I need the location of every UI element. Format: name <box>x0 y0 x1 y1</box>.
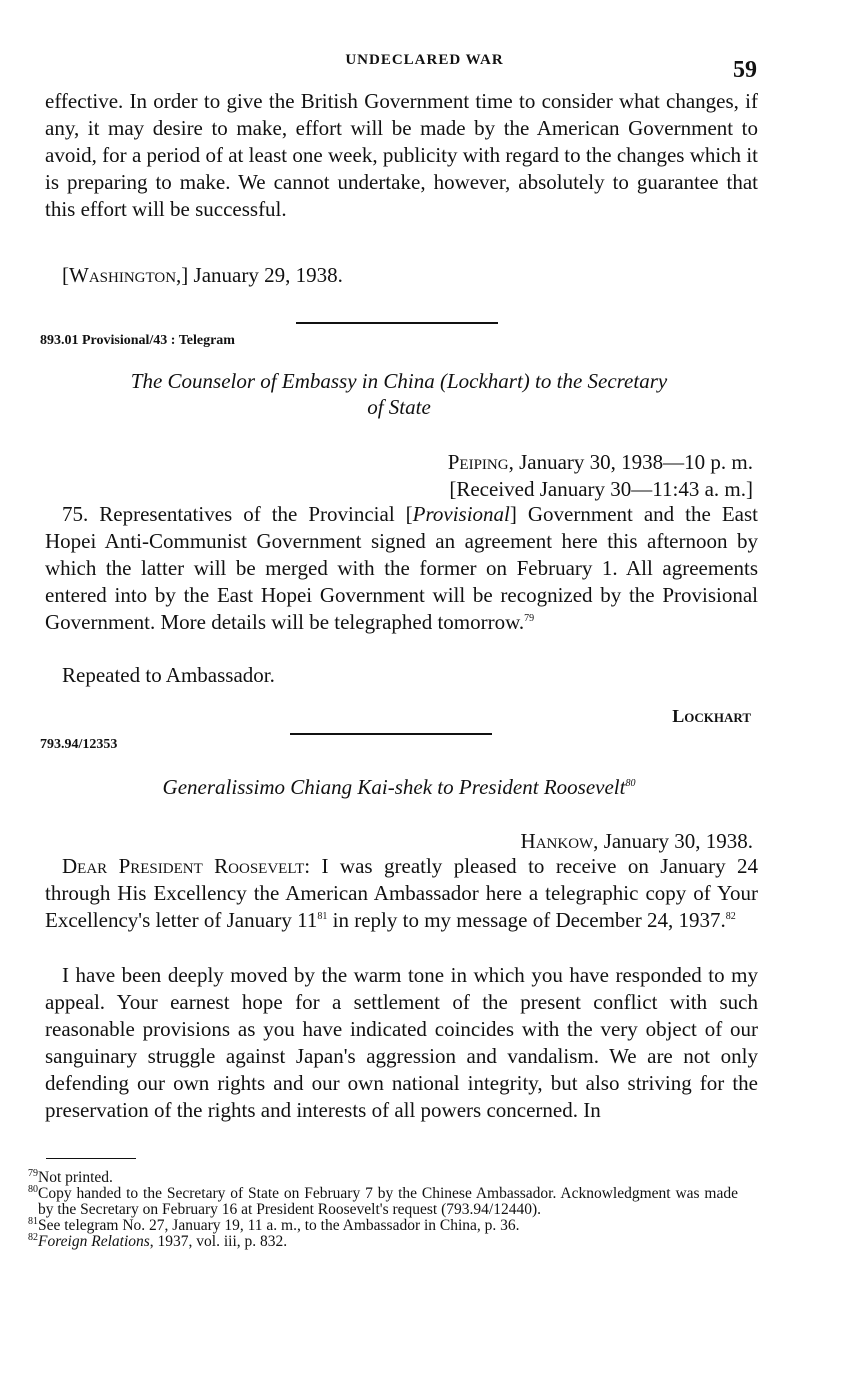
footnote: $^{81}$See telegram No. 27, January 19, 11 a. m., to the Ambassador in China, p. 36. <box>28 1215 520 1234</box>
signature: Lockhart <box>672 706 751 726</box>
footnote-ref: 79 <box>524 613 535 624</box>
footnote-ref: 80 <box>625 778 636 789</box>
footnote-divider <box>46 1158 136 1159</box>
section-divider <box>290 733 492 735</box>
file-reference: 893.01 Provisional/43 : Telegram <box>40 333 235 348</box>
continued-paragraph: effective. In order to give the British Government time to consider what changes, if any, it may desire to make, effort will be made by the American Government to avoid, for a period of at least one week, publicity with regard to the changes which it is preparing to make. We cannot undertake, however, absolutely to guarantee that this effort will be successful. <box>45 89 758 221</box>
dateline-place: Washington, <box>69 263 182 287</box>
received-note: [Received January 30—11:43 a. m.] <box>449 477 753 501</box>
dateline-washington: [Washington,] January 29, 1938. <box>62 263 343 287</box>
salutation: Dear President Roosevelt <box>62 854 305 878</box>
running-header: UNDECLARED WAR <box>345 52 504 68</box>
section-divider <box>296 322 498 324</box>
dateline: Hankow, January 30, 1938. <box>520 829 753 853</box>
page-number: 59 <box>733 57 757 83</box>
dateline-place: Peiping, <box>447 450 514 474</box>
footnote-ref: 81 <box>317 911 328 922</box>
footnote: $^{82}$Foreign Relations, 1937, vol. iii, p. 832. <box>28 1231 288 1250</box>
footnote: $^{79}$Not printed. <box>28 1167 113 1186</box>
footnotes <box>28 1167 738 1250</box>
dateline: Peiping, January 30, 1938—10 p. m. [Received January 30—11:43 a. m.] <box>447 450 753 501</box>
letter-paragraph-2: I have been deeply moved by the warm tone in which you have responded to my appeal. Your earnest hope for a settlement of the present conflict with such reasonable provisions as you have indicated coincides with the very object of our sanguinary struggle against Japan's aggression and vandalism. We are not only defending our own rights and our own national integrity, but also striving for the preservation of the rights and interests of all powers concerned. In <box>45 963 758 1122</box>
footnote-ref: 82 <box>725 911 736 922</box>
letter-paragraph-1: Dear President Roosevelt: I was greatly pleased to receive on January 24 through His Excellency the American Ambassador here a telegraphic copy of Your Excellency's letter of January $11^{81}$ in reply to my message of December 24, 1937.82 <box>45 854 758 932</box>
repeated-note: Repeated to Ambassador. <box>62 663 275 687</box>
footnote: $^{80}$Copy handed to the Secretary of State on February 7 by the Chinese Ambassador. Acknowledgment was made by the Secretary on February 16 at President Roosevelt's request (793.94/12440). <box>28 1183 738 1218</box>
document-title: The Counselor of Embassy in China (Lockhart) to the Secretary of State <box>130 369 668 419</box>
telegram-body: 75. Representatives of the Provincial [Provisional] Government and the East Hopei Anti-Communist Government signed an agreement here this afternoon by which the latter will be merged with the former on February 1. All agreements entered into by the East Hopei Government will be recognized by the Provisional Government. More details will be telegraphed tomorrow.$^{79}$ <box>45 502 758 634</box>
file-reference: 793.94/12353 <box>40 737 118 752</box>
dateline-place: Hankow, <box>520 829 599 853</box>
document-title: Generalissimo Chiang Kai-shek to President Roosevelt$^{80}$ <box>162 775 636 799</box>
